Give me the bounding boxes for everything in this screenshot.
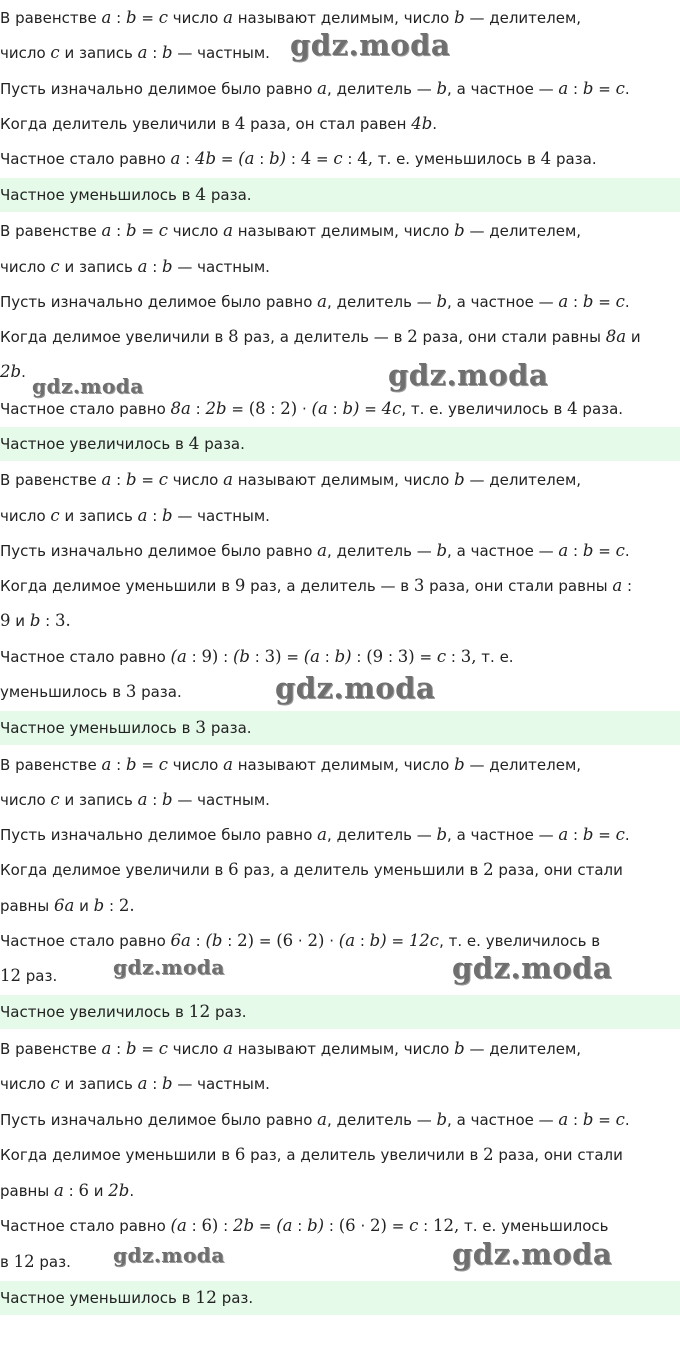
solution-line: Когда делимое уменьшили в 9 раз, а делитель — в 3 раза, они стали равны a : xyxy=(0,576,633,595)
solution-line: В равенстве a : b = c число a называют делимым, число b — делителем, xyxy=(0,221,582,240)
solution-line: Частное стало равно a : 4b = (a : b) : 4 = c : 4, т. е. уменьшилось в 4 раза. xyxy=(0,149,597,168)
solution-line: Частное стало равно 6a : (b : 2) = (6 · 2) · (a : b) = 12c, т. е. увеличилось в xyxy=(0,931,601,950)
watermark: gdz.moda xyxy=(290,28,451,62)
solution-line: уменьшилось в 3 раза. xyxy=(0,682,182,701)
watermark: gdz.moda xyxy=(113,955,225,979)
watermark: gdz.moda xyxy=(452,1237,613,1271)
solution-line: Когда делимое увеличили в 8 раз, а делитель — в 2 раза, они стали равны 8a и xyxy=(0,327,641,346)
watermark: gdz.moda xyxy=(275,671,436,705)
answer-line: Частное уменьшилось в 4 раза. xyxy=(0,178,680,212)
solution-line: Пусть изначально делимое было равно a, делитель — b, а частное — a : b = c. xyxy=(0,541,630,560)
solution-line: Частное стало равно (a : 9) : (b : 3) = (a : b) : (9 : 3) = c : 3, т. е. xyxy=(0,647,514,666)
solution-line: 9 и b : 3. xyxy=(0,611,71,630)
answer-line: Частное увеличилось в 12 раз. xyxy=(0,995,680,1029)
watermark: gdz.moda xyxy=(452,951,613,985)
solution-line: В равенстве a : b = c число a называют делимым, число b — делителем, xyxy=(0,8,582,27)
solution-line: число c и запись a : b — частным. xyxy=(0,1074,270,1093)
solution-line: число c и запись a : b — частным. xyxy=(0,790,270,809)
solution-line: Частное стало равно (a : 6) : 2b = (a : b) : (6 · 2) = c : 12, т. е. уменьшилось xyxy=(0,1216,609,1235)
solution-line: Пусть изначально делимое было равно a, делитель — b, а частное — a : b = c. xyxy=(0,825,630,844)
answer-line: Частное уменьшилось в 3 раза. xyxy=(0,711,680,745)
solution-line: Когда делимое уменьшили в 6 раз, а делитель увеличили в 2 раза, они стали xyxy=(0,1145,623,1164)
solution-line: В равенстве a : b = c число a называют делимым, число b — делителем, xyxy=(0,470,582,489)
answer-line: Частное уменьшилось в 12 раз. xyxy=(0,1281,680,1315)
solution-line: Пусть изначально делимое было равно a, делитель — b, а частное — a : b = c. xyxy=(0,79,630,98)
solution-line: Когда делитель увеличили в 4 раза, он стал равен 4b. xyxy=(0,114,438,133)
solution-line: В равенстве a : b = c число a называют делимым, число b — делителем, xyxy=(0,755,582,774)
solution-line: число c и запись a : b — частным. xyxy=(0,43,270,62)
solution-line: Частное стало равно 8a : 2b = (8 : 2) · (a : b) = 4c, т. е. увеличилось в 4 раза. xyxy=(0,399,624,418)
solution-line: число c и запись a : b — частным. xyxy=(0,506,270,525)
solution-line: Когда делимое увеличили в 6 раз, а делитель уменьшили в 2 раза, они стали xyxy=(0,860,623,879)
watermark: gdz.moda xyxy=(388,358,549,392)
watermark: gdz.moda xyxy=(32,374,144,398)
solution-line: равны a : 6 и 2b. xyxy=(0,1181,135,1200)
solution-line: число c и запись a : b — частным. xyxy=(0,257,270,276)
solution-line: В равенстве a : b = c число a называют делимым, число b — делителем, xyxy=(0,1039,582,1058)
solution-line: 12 раз. xyxy=(0,966,58,985)
solution-line: Пусть изначально делимое было равно a, делитель — b, а частное — a : b = c. xyxy=(0,292,630,311)
solution-line: в 12 раз. xyxy=(0,1252,71,1271)
solution-line: равны 6a и b : 2. xyxy=(0,896,135,915)
watermark: gdz.moda xyxy=(113,1243,225,1267)
solution-line: 2b. xyxy=(0,362,26,381)
answer-line: Частное увеличилось в 4 раза. xyxy=(0,427,680,461)
solution-line: Пусть изначально делимое было равно a, делитель — b, а частное — a : b = c. xyxy=(0,1110,630,1129)
